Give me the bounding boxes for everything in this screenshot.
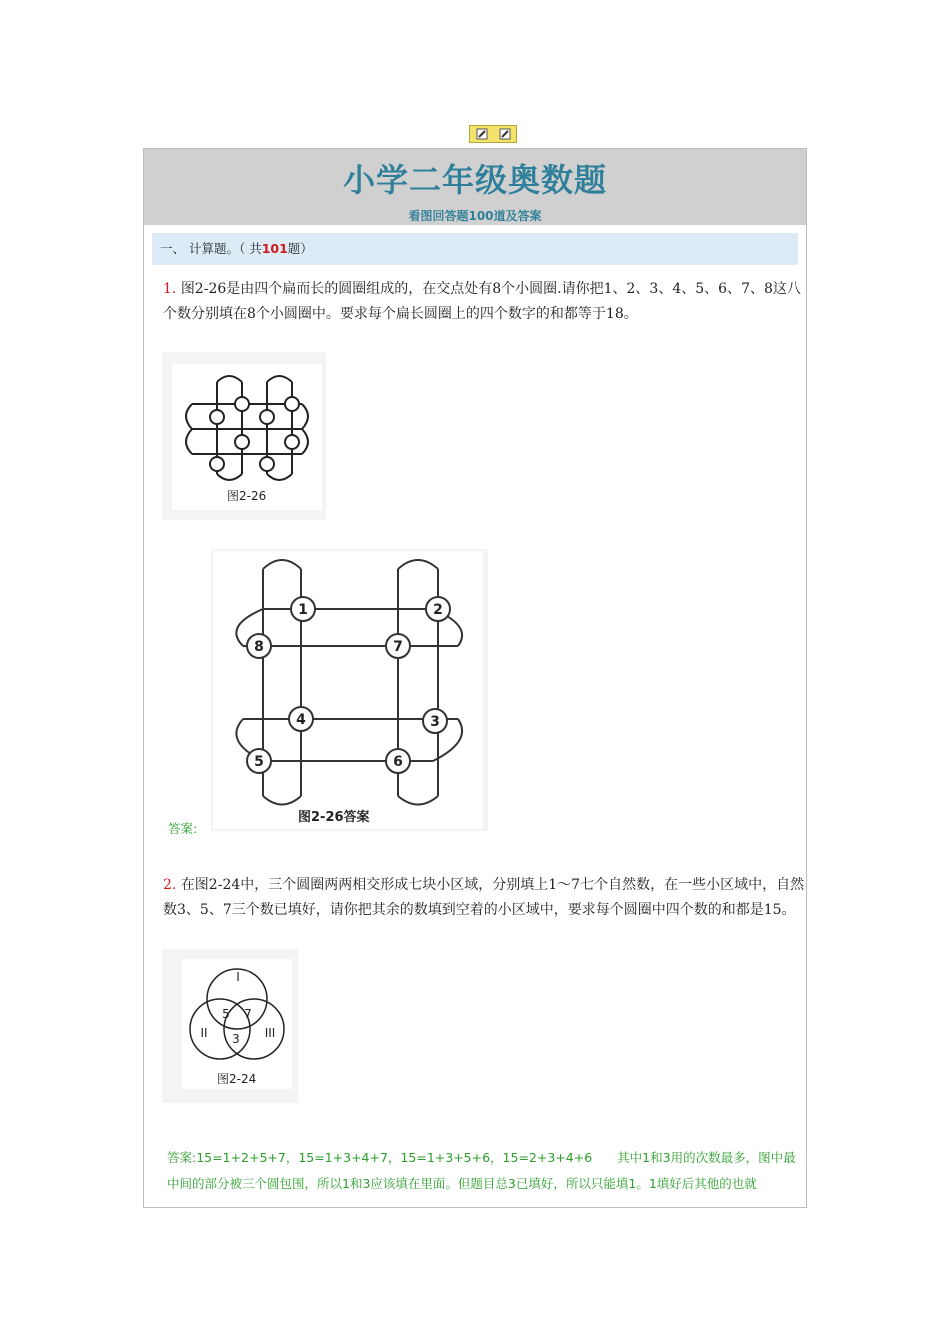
answer-number: 2 (433, 602, 443, 618)
figure-caption: 图2-24 (217, 1072, 257, 1086)
answer-number: 4 (296, 712, 306, 728)
answer-label: 答案: (168, 821, 198, 836)
filled-number: 3 (232, 1032, 240, 1046)
section-heading (152, 233, 798, 265)
figure-caption: 图2-26 (227, 489, 267, 503)
answer-number: 5 (254, 754, 264, 770)
region-label: I (236, 970, 240, 984)
answer-number: 6 (393, 754, 403, 770)
answer-number: 7 (393, 639, 403, 655)
question-1 (163, 277, 807, 327)
region-label: III (264, 1026, 276, 1040)
page-title: 小学二年级奥数题 (342, 161, 607, 199)
question-text: 图2-26是由四个扁而长的圆圈组成的，在交点处有8个小圆圈.请你把1、2、3、4、5、6、7、8这八个数分别填在8个小圆圈中。要求每个扁长圆圈上的四个数字的和都等于18。 (163, 281, 801, 322)
figure-2-26 (162, 352, 326, 520)
content-panel (143, 148, 807, 1208)
region-label: II (200, 1026, 208, 1040)
question-number: 2. (163, 877, 177, 893)
section-suffix: 题） (287, 241, 313, 256)
question-text: 在图2-24中，三个圆圈两两相交形成七块小区域，分别填上1～7七个自然数，在一些小区域中，自然数3、5、7三个数已填好，请你把其余的数填到空着的小区域中，要求每个圆圈中四个数的和都是15。 (163, 877, 805, 918)
page-subtitle: 看图回答题100道及答案 (408, 209, 542, 223)
pencil-icon (470, 126, 493, 142)
header-icons (469, 125, 517, 143)
question-count: 101 (261, 241, 288, 256)
section-prefix: 一、 计算题。（ 共 (160, 241, 262, 256)
answer-figure-caption: 图2-26答案 (298, 810, 370, 825)
answer-number: 8 (254, 639, 264, 655)
filled-number: 5 (222, 1007, 230, 1021)
question-number: 1. (163, 281, 177, 297)
answer-number: 1 (298, 602, 308, 618)
figure-2-24 (162, 949, 298, 1103)
answer-explanation: 答案:15=1+2+5+7，15=1+3+4+7，15=1+3+5+6，15=2+3+4+6 其中1和3用的次数最多，图中最中间的部分被三个圆包围，所以1和3应该填在里面。但题目总3已填好，所以只能填1。1填好后其他的也就 (167, 1150, 796, 1191)
page-header (144, 149, 806, 225)
filled-number: 7 (244, 1007, 252, 1021)
pencil-icon (493, 126, 516, 142)
answer-number: 3 (430, 714, 440, 730)
question-2 (163, 873, 807, 923)
figure-2-26-answer (211, 549, 488, 831)
